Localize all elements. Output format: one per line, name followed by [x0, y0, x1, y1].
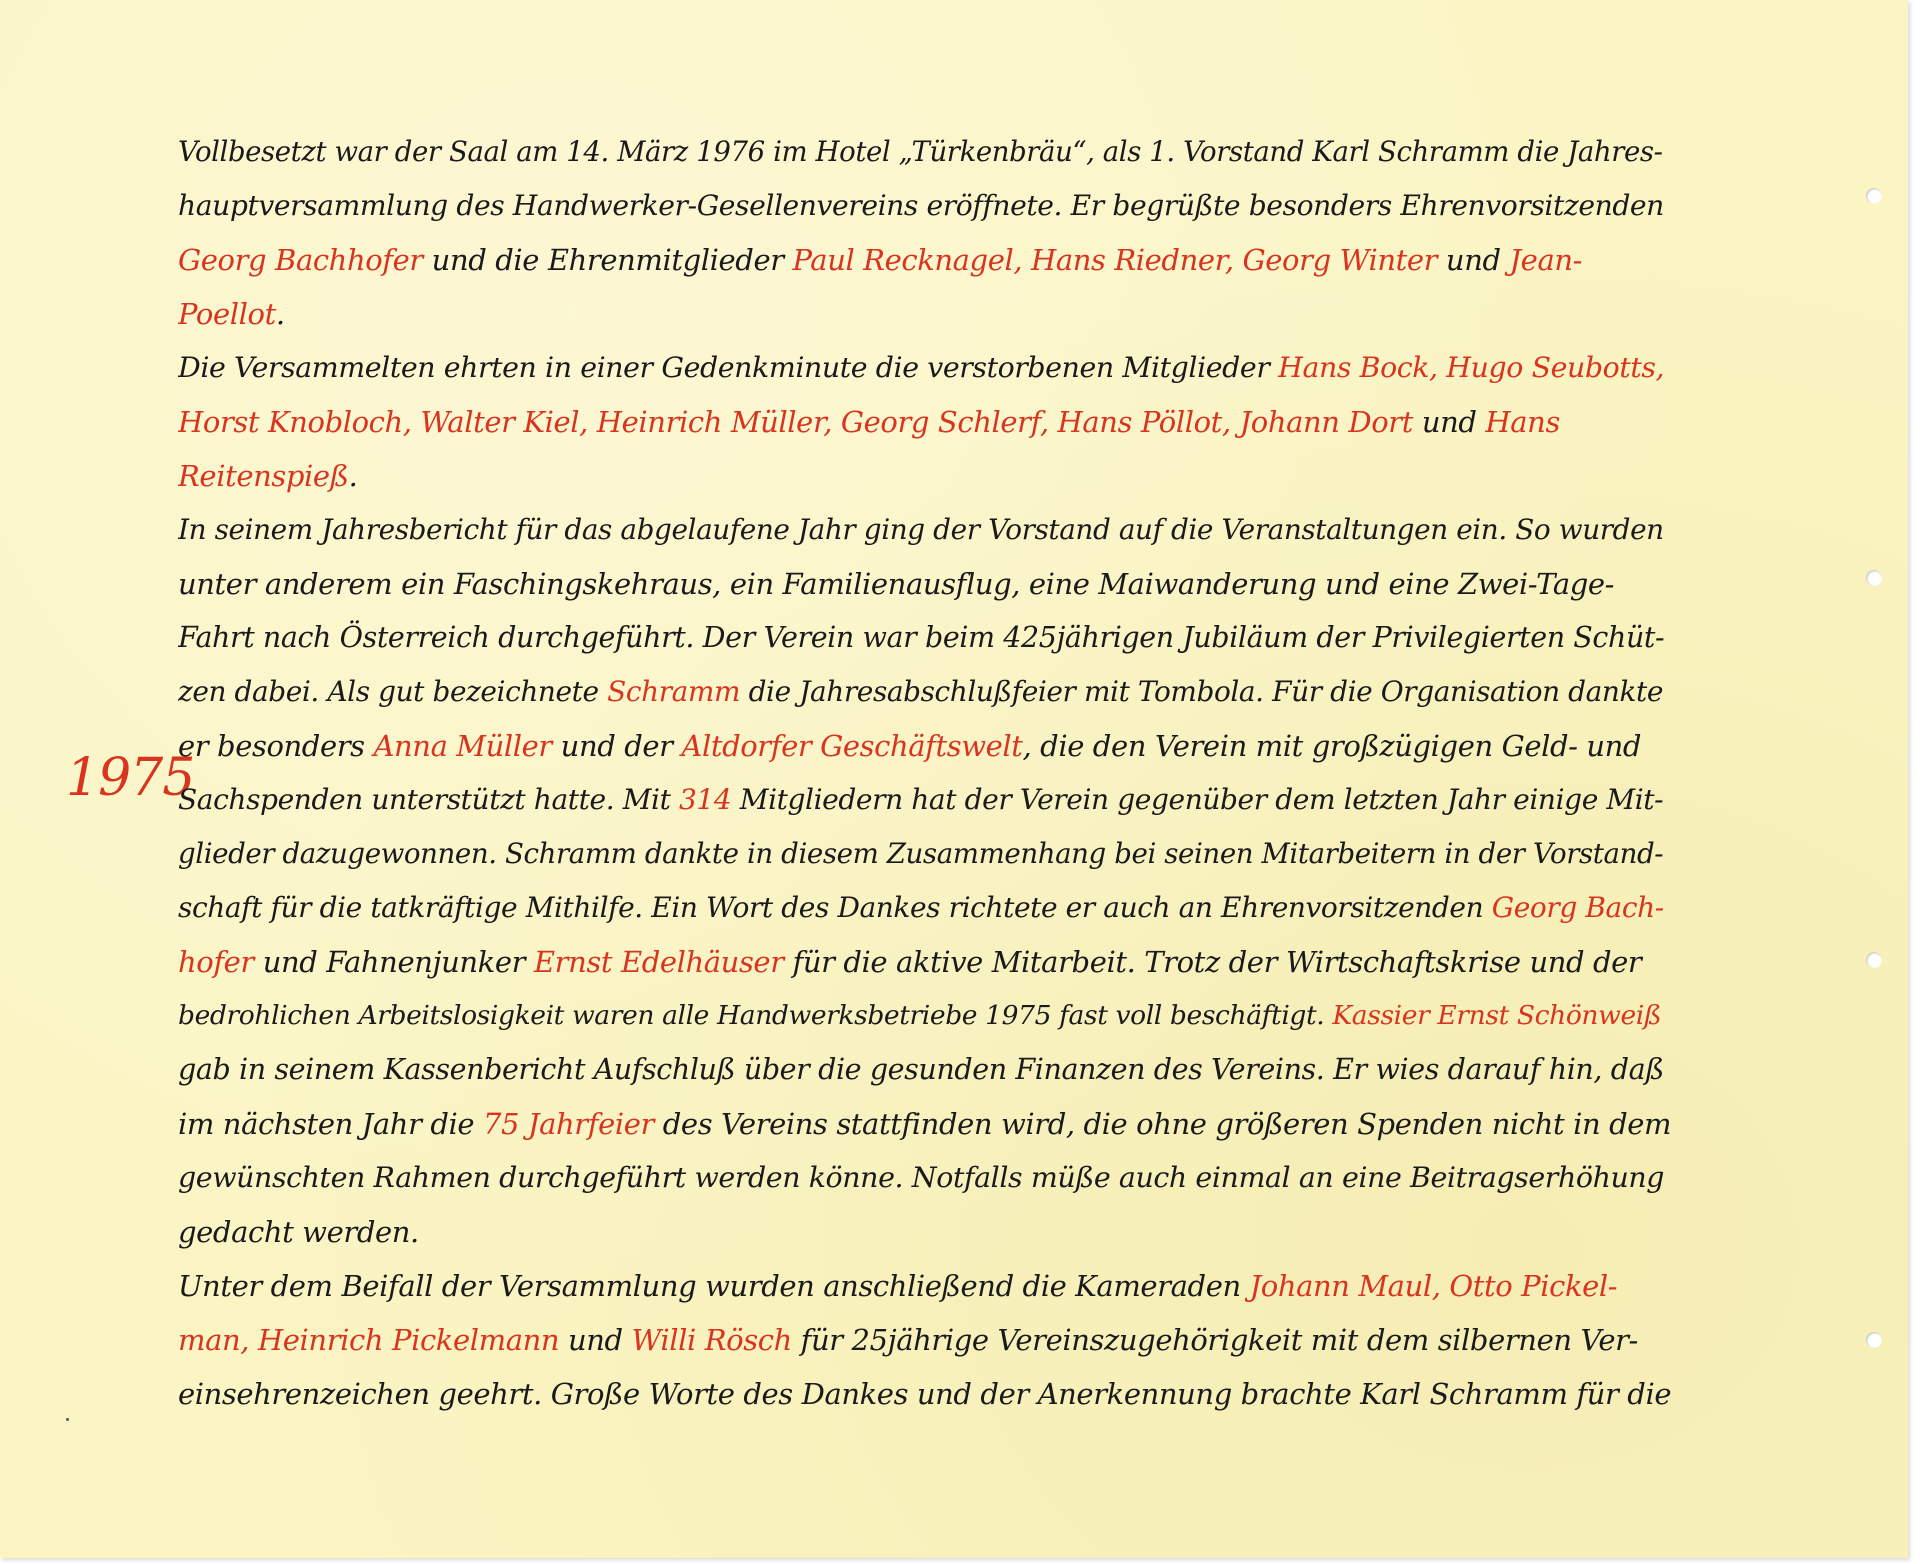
text-segment: und	[1437, 243, 1510, 277]
punch-hole-2	[1866, 570, 1882, 586]
text-segment: Die Versammelten ehrten in einer Gedenkminute die verstorbenen Mitglieder	[178, 351, 1279, 384]
ink-dot	[66, 1418, 69, 1421]
text-segment: und der	[551, 729, 682, 763]
text-segment: hauptversammlung des Handwerker-Gesellenvereins eröffnete. Er begrüßte besonders Ehrenvorsitzenden	[178, 189, 1664, 222]
text-line	[178, 287, 1673, 341]
text-segment: Fahrt nach Österreich durchgeführt. Der Verein war beim 425jährigen Jubiläum der Privilegierten Schüt-	[178, 621, 1665, 654]
highlighted-name: Jean-	[1509, 243, 1583, 277]
text-segment: bedrohlichen Arbeitslosigkeit waren alle Handwerksbetriebe 1975 fast voll beschäftigt.	[178, 1000, 1333, 1031]
text-line	[178, 1151, 1673, 1205]
text-line	[178, 611, 1673, 665]
text-line	[178, 233, 1673, 287]
text-line	[178, 719, 1673, 773]
text-segment: und die Ehrenmitglieder	[422, 243, 793, 277]
punch-hole-4	[1866, 1332, 1882, 1348]
text-line	[178, 1097, 1673, 1151]
text-line	[178, 881, 1673, 935]
text-segment: gewünschten Rahmen durchgeführt werden könne. Notfalls müße auch einmal an eine Beitragserhöhung	[178, 1161, 1665, 1194]
text-segment: und Fahnenjunker	[253, 945, 534, 979]
highlighted-name: Hans	[1485, 405, 1560, 439]
highlighted-name: hofer	[178, 945, 254, 979]
text-line	[178, 773, 1673, 827]
text-segment: unter anderem ein Faschingskehraus, ein Familienausflug, eine Maiwanderung und eine Zwei-Tage-	[178, 567, 1615, 601]
text-segment: Vollbesetzt war der Saal am 14. März 1976 im Hotel „Türkenbräu“, als 1. Vorstand Karl Schramm die Jahres-	[178, 136, 1663, 168]
text-line	[178, 503, 1673, 557]
highlighted-name: Willi Rösch	[631, 1323, 792, 1357]
highlighted-name: Hans Bock, Hugo Seubotts,	[1278, 351, 1665, 384]
highlighted-name: Schramm	[607, 675, 741, 708]
text-line	[178, 1367, 1673, 1421]
text-line	[178, 557, 1673, 611]
highlighted-name: Paul Recknagel, Hans Riedner, Georg Winter	[792, 243, 1438, 277]
highlighted-name: man, Heinrich Pickelmann	[178, 1323, 560, 1357]
highlighted-name: Kassier Ernst Schönweiß	[1332, 1000, 1662, 1031]
text-line	[178, 1313, 1673, 1367]
text-segment: schaft für die tatkräftige Mithilfe. Ein Wort des Dankes richtete er auch an Ehrenvorsitzenden	[178, 891, 1492, 924]
highlighted-name: 314	[678, 783, 732, 816]
text-line	[178, 1205, 1673, 1259]
text-segment: zen dabei. Als gut bezeichnete	[178, 675, 608, 708]
text-line	[178, 935, 1673, 989]
text-segment: .	[348, 459, 358, 493]
text-segment: .	[275, 297, 285, 331]
text-segment: im nächsten Jahr die	[178, 1107, 483, 1141]
text-line	[178, 395, 1673, 449]
text-segment: Unter dem Beifall der Versammlung wurden anschließend die Kameraden	[178, 1269, 1250, 1303]
chronicle-text	[178, 125, 1673, 1421]
text-segment: In seinem Jahresbericht für das abgelaufene Jahr ging der Vorstand auf die Veranstaltungen ein. So wurden	[178, 513, 1664, 546]
text-line	[178, 665, 1673, 719]
highlighted-name: Horst Knobloch, Walter Kiel, Heinrich Müller, Georg Schlerf, Hans Pöllot, Johann Dort	[178, 405, 1414, 439]
punch-hole-3	[1866, 952, 1882, 968]
text-line	[178, 827, 1673, 881]
highlighted-name: Reitenspieß	[178, 459, 349, 493]
punch-hole-1	[1866, 188, 1882, 204]
text-segment: und	[1413, 405, 1486, 439]
text-segment: er besonders	[178, 729, 374, 763]
text-line	[178, 125, 1673, 179]
text-segment: die Jahresabschlußfeier mit Tombola. Für die Organisation dankte	[740, 675, 1663, 708]
text-line	[178, 179, 1673, 233]
text-segment: für 25jährige Vereinszugehörigkeit mit dem silbernen Ver-	[791, 1323, 1638, 1357]
text-line	[178, 1043, 1673, 1097]
highlighted-name: Ernst Edelhäuser	[533, 945, 784, 979]
text-segment: für die aktive Mitarbeit. Trotz der Wirtschaftskrise und der	[783, 945, 1642, 979]
highlighted-name: Anna Müller	[373, 729, 552, 763]
highlighted-name: Altdorfer Geschäftswelt	[681, 729, 1023, 763]
text-line	[178, 989, 1673, 1043]
text-line	[178, 449, 1673, 503]
text-segment: und	[559, 1323, 632, 1357]
highlighted-name: Georg Bach-	[1491, 891, 1664, 924]
margin-year: 1975	[66, 748, 195, 808]
text-segment: gedacht werden.	[178, 1215, 419, 1249]
text-line	[178, 341, 1673, 395]
text-segment: glieder dazugewonnen. Schramm dankte in diesem Zusammenhang bei seinen Mitarbeitern in der Vorstand-	[178, 837, 1664, 870]
highlighted-name: 75 Jahrfeier	[482, 1107, 654, 1141]
text-segment: des Vereins stattfinden wird, die ohne größeren Spenden nicht in dem	[653, 1107, 1672, 1141]
text-segment: Sachspenden unterstützt hatte. Mit	[178, 783, 679, 816]
text-segment: einsehrenzeichen geehrt. Große Worte des Dankes und der Anerkennung brachte Karl Schramm für die	[178, 1377, 1672, 1411]
text-segment: , die den Verein mit großzügigen Geld- und	[1022, 729, 1642, 763]
highlighted-name: Johann Maul, Otto Pickel-	[1249, 1269, 1618, 1303]
text-line	[178, 1259, 1673, 1313]
highlighted-name: Georg Bachhofer	[178, 243, 423, 277]
text-segment: Mitgliedern hat der Verein gegenüber dem letzten Jahr einige Mit-	[731, 783, 1664, 816]
text-segment: gab in seinem Kassenbericht Aufschluß über die gesunden Finanzen des Vereins. Er wies darauf hin, daß	[178, 1053, 1664, 1086]
highlighted-name: Poellot	[178, 297, 276, 331]
